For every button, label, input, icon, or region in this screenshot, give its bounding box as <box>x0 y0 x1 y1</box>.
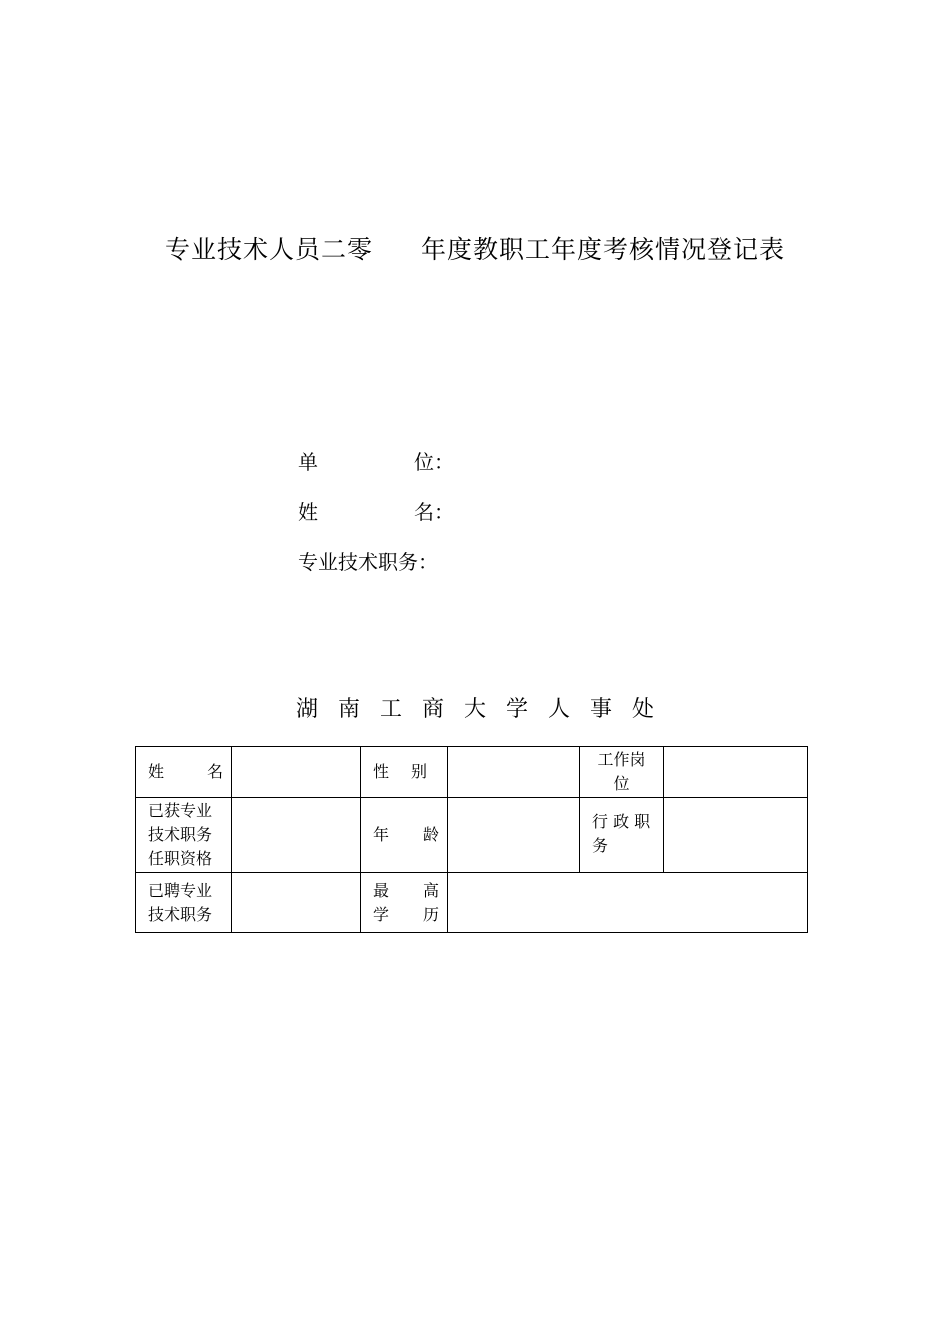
unit-label-a: 单 <box>298 450 318 474</box>
post-value-cell[interactable] <box>664 747 808 798</box>
hired-title-value-cell[interactable] <box>232 873 361 933</box>
hired-title-label-line: 技术职务 <box>148 904 213 924</box>
age-label-cell <box>361 798 448 873</box>
organization-name <box>0 692 950 723</box>
post-label-line: 位 <box>613 774 630 793</box>
age-value-cell[interactable] <box>448 798 580 873</box>
gender-label-char: 性 <box>373 762 390 781</box>
name-label-char: 姓 <box>148 762 165 781</box>
education-label-char: 最 <box>373 880 390 900</box>
admin-post-label-cell <box>580 798 664 873</box>
org-char: 大 <box>463 697 486 722</box>
education-label-cell <box>361 873 448 933</box>
title-part1: 专业技术人员二零 <box>164 235 373 264</box>
org-char: 处 <box>631 697 654 722</box>
qualification-label-line: 任职资格 <box>148 849 213 868</box>
education-label-char: 高 <box>422 880 439 900</box>
table-row <box>136 798 808 873</box>
hired-title-label-line: 已聘专业 <box>148 880 213 900</box>
gender-label-cell <box>361 747 448 798</box>
admin-post-value-cell[interactable] <box>664 798 808 873</box>
hired-title-label-cell <box>136 873 232 933</box>
qualification-label-cell <box>136 798 232 873</box>
org-char: 工 <box>379 697 402 722</box>
name-label-b: 名： <box>414 500 454 524</box>
admin-post-label-line: 行 政 职 <box>592 812 651 831</box>
age-label-char: 年 <box>373 825 390 844</box>
qualification-value-cell[interactable] <box>232 798 361 873</box>
table-row <box>136 873 808 933</box>
org-char: 学 <box>505 697 528 722</box>
gender-value-cell[interactable] <box>448 747 580 798</box>
professional-title-field <box>298 544 458 594</box>
name-value-cell[interactable] <box>232 747 361 798</box>
cover-fields <box>298 444 458 594</box>
title-part2: 年度教职工年度考核情况登记表 <box>421 235 786 264</box>
gender-label-char: 别 <box>410 762 427 781</box>
age-label-char: 龄 <box>422 825 439 844</box>
info-table <box>135 746 808 933</box>
org-char: 人 <box>547 697 570 722</box>
education-value-cell[interactable] <box>448 873 808 933</box>
org-char: 湖 <box>295 697 318 722</box>
professional-title-label: 专业技术职务： <box>298 550 438 574</box>
name-label-char: 名 <box>206 762 223 781</box>
unit-field <box>298 444 458 494</box>
education-label-char: 历 <box>422 904 439 924</box>
document-title <box>0 232 950 268</box>
table-row <box>136 747 808 798</box>
post-label-cell <box>580 747 664 798</box>
org-char: 商 <box>421 697 444 722</box>
org-char: 南 <box>337 697 360 722</box>
post-label-line: 工作岗 <box>597 750 646 769</box>
admin-post-label-line: 务 <box>592 836 609 855</box>
education-label-char: 学 <box>373 904 390 924</box>
qualification-label-line: 技术职务 <box>148 825 213 844</box>
unit-label-b: 位： <box>414 450 454 474</box>
name-label-a: 姓 <box>298 500 318 524</box>
name-label-cell <box>136 747 232 798</box>
name-field <box>298 494 458 544</box>
org-char: 事 <box>589 697 612 722</box>
qualification-label-line: 已获专业 <box>148 801 213 820</box>
